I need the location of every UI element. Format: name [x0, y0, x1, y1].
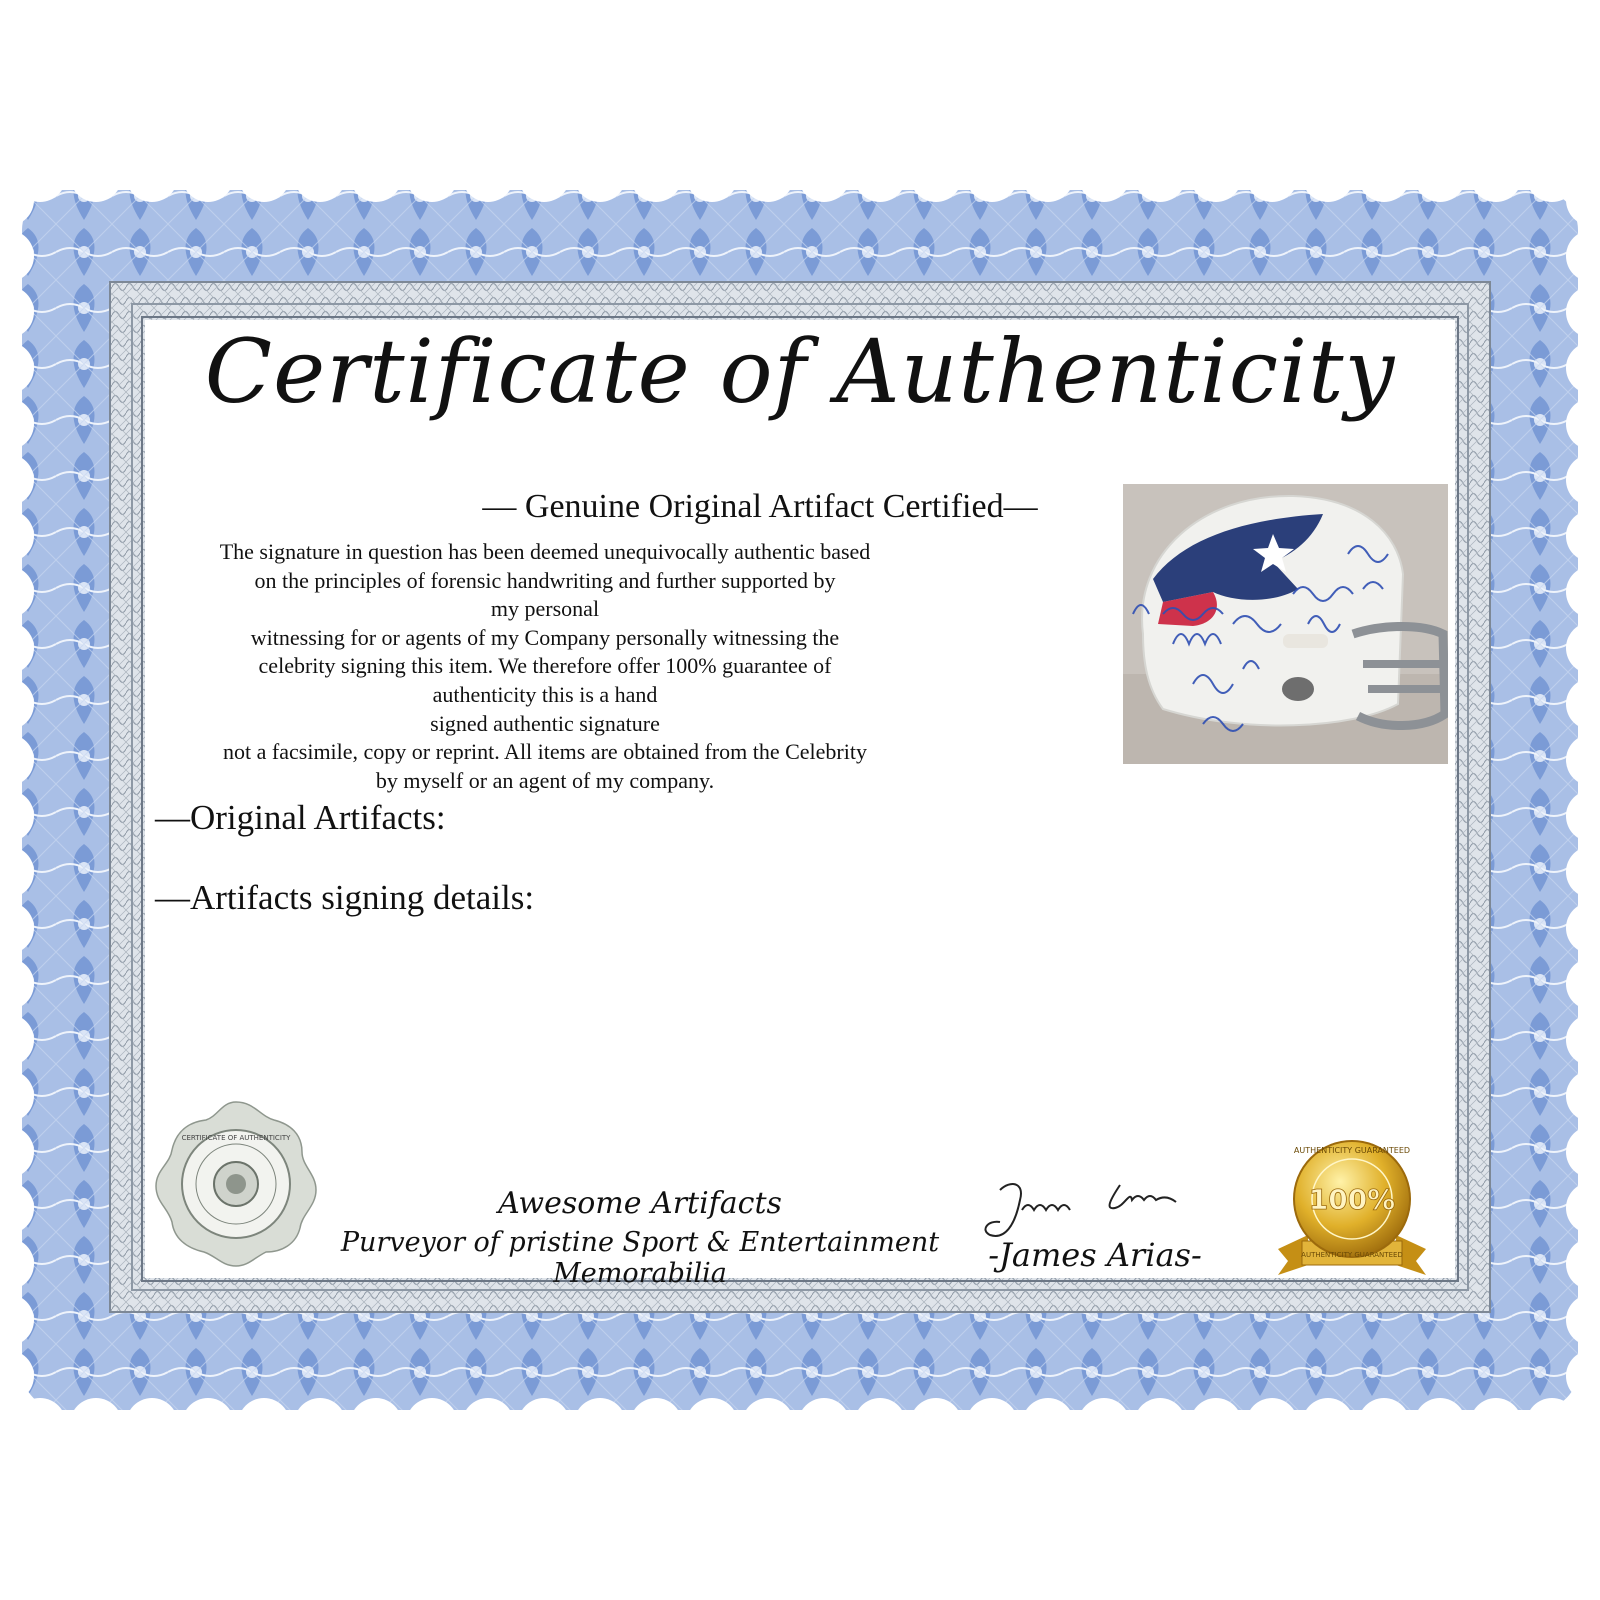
scallop: [1190, 1398, 1242, 1450]
company-name: Awesome Artifacts: [498, 1186, 782, 1221]
scallop: [406, 1398, 458, 1450]
scallop: [854, 1398, 906, 1450]
signed-helmet-photo: [1123, 484, 1448, 764]
authenticity-statement: [160, 538, 930, 795]
scallop: [294, 150, 346, 202]
scallop: [1414, 150, 1466, 202]
scallop: [1078, 150, 1130, 202]
scallop: [350, 1398, 402, 1450]
scallop: [854, 150, 906, 202]
statement-line: on the principles of forensic handwriting and further supported by: [254, 567, 836, 593]
scallop: [126, 150, 178, 202]
scallop: [742, 1398, 794, 1450]
certificate-seal-icon: [150, 1098, 322, 1270]
seal-ring-text: AUTHENTICITY GUARANTEED: [1293, 1146, 1411, 1155]
scallop: [70, 1398, 122, 1450]
scallop: [1470, 1398, 1522, 1450]
scallop: [966, 150, 1018, 202]
scallop: [462, 150, 514, 202]
scallop: [1022, 1398, 1074, 1450]
scallop: [14, 1398, 66, 1450]
company-block: [300, 1186, 980, 1289]
scallop: [126, 1398, 178, 1450]
helmet-image: [1123, 484, 1448, 764]
scallop: [910, 150, 962, 202]
scallop: [686, 1398, 738, 1450]
scallop: [518, 1398, 570, 1450]
scallop: [1022, 150, 1074, 202]
scallop: [182, 150, 234, 202]
scallop: [686, 150, 738, 202]
scallop: [294, 1398, 346, 1450]
scallop: [1302, 1398, 1354, 1450]
scallop: [1134, 150, 1186, 202]
scallop: [182, 1398, 234, 1450]
scallop: [1358, 1398, 1410, 1450]
scallop: [1526, 1398, 1578, 1450]
scallop: [798, 150, 850, 202]
scallop: [574, 1398, 626, 1450]
statement-line: celebrity signing this item. We therefore offer 100% guarantee of: [258, 653, 832, 679]
statement-line: signed authentic signature: [430, 710, 660, 736]
scallop: [70, 150, 122, 202]
scallop: [406, 150, 458, 202]
seal-ribbon-text: AUTHENTICITY GUARANTEED: [1301, 1251, 1403, 1259]
scallop: [518, 150, 570, 202]
guarantee-seal-icon: [1268, 1137, 1436, 1287]
seal-text: CERTIFICATE OF AUTHENTICITY: [181, 1134, 291, 1142]
scallop: [574, 150, 626, 202]
scallop: [630, 150, 682, 202]
statement-line: my personal: [490, 596, 600, 622]
signatory-name: -James Arias-: [988, 1236, 1202, 1274]
seal-percentage: 100%: [1308, 1183, 1396, 1216]
scallop: [350, 150, 402, 202]
statement-line: by myself or an agent of my company.: [375, 767, 715, 793]
scallop: [1302, 150, 1354, 202]
company-tagline: Purveyor of pristine Sport & Entertainment Memorabilia: [340, 1227, 940, 1289]
scallop: [630, 1398, 682, 1450]
scallop: [238, 150, 290, 202]
original-artifacts-label: —Original Artifacts:: [155, 798, 446, 837]
certificate-title: Certificate of Authenticity: [204, 320, 1396, 423]
scallop: [238, 1398, 290, 1450]
scallop: [742, 150, 794, 202]
scallop: [1246, 150, 1298, 202]
scallop: [1078, 1398, 1130, 1450]
certificate-subtitle: — Genuine Original Artifact Certified—: [482, 488, 1038, 525]
scallop: [798, 1398, 850, 1450]
scallop: [910, 1398, 962, 1450]
statement-line: authenticity this is a hand: [432, 681, 658, 707]
scallop: [966, 1398, 1018, 1450]
statement-line: not a facsimile, copy or reprint. All items are obtained from the Celebrity: [223, 739, 867, 765]
scallop: [1358, 150, 1410, 202]
scallop: [1414, 1398, 1466, 1450]
scallop: [1134, 1398, 1186, 1450]
statement-line: The signature in question has been deemed unequivocally authentic based: [219, 539, 871, 564]
signing-details-label: —Artifacts signing details:: [155, 878, 535, 917]
scallop: [1190, 150, 1242, 202]
scallop: [462, 1398, 514, 1450]
scallop: [1470, 150, 1522, 202]
scallop: [1246, 1398, 1298, 1450]
statement-line: witnessing for or agents of my Company personally witnessing the: [250, 624, 840, 650]
